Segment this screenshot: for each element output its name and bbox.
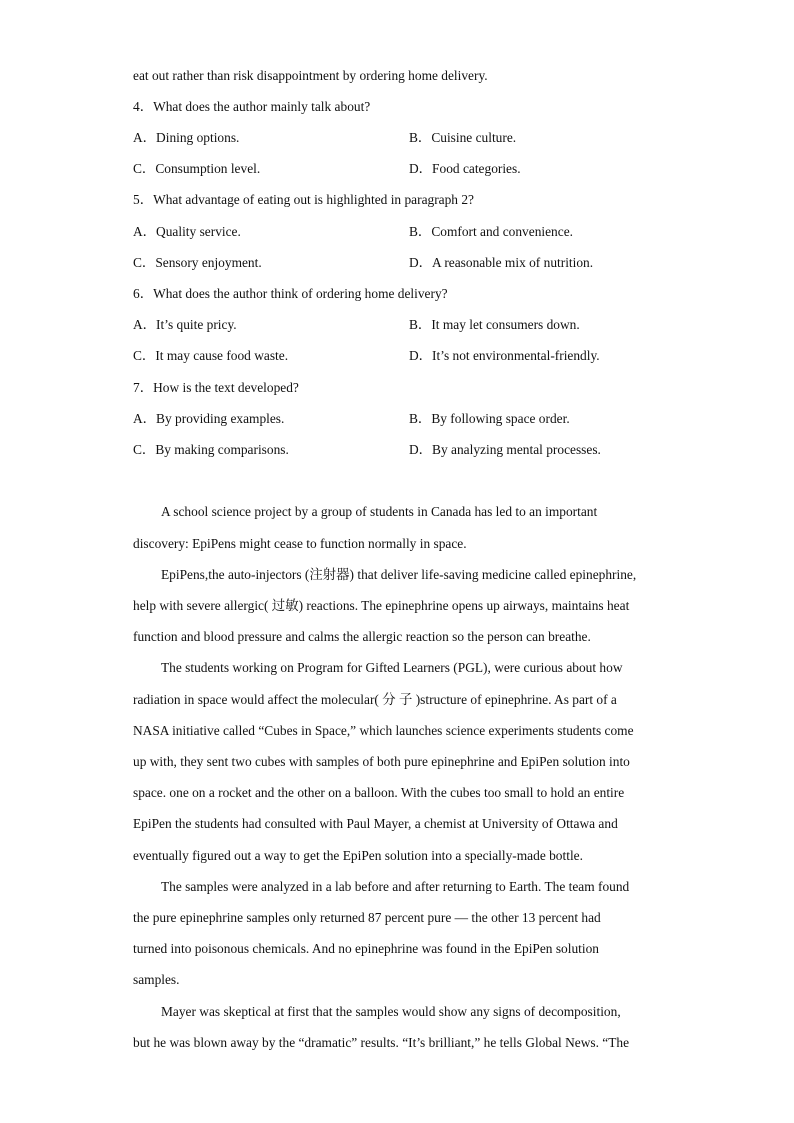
option-c: C．Consumption level. [133,161,261,176]
question-5: 5．What advantage of eating out is highlighted in paragraph 2? [133,192,474,207]
option-b: B．It may let consumers down. [409,317,580,332]
question-7: 7．How is the text developed? [133,380,299,395]
option-d: D．A reasonable mix of nutrition. [409,255,594,270]
option-d: D．It’s not environmental-friendly. [409,348,600,363]
passage-line: The samples were analyzed in a lab before and after returning to Earth. The team found [161,879,630,894]
option-a: A．It’s quite pricy. [133,317,237,332]
passage-line: but he was blown away by the “dramatic” results. “It’s brilliant,” he tells Global News. “The [133,1035,630,1050]
question-6: 6．What does the author think of ordering home delivery? [133,286,448,301]
passage-line: space. one on a rocket and the other on a balloon. With the cubes too small to hold an entire [133,785,625,800]
option-c: C．It may cause food waste. [133,348,289,363]
option-a: A．Quality service. [133,224,241,239]
passage-line: discovery: EpiPens might cease to function normally in space. [133,536,467,551]
option-c: C．Sensory enjoyment. [133,255,262,270]
option-b: B．By following space order. [409,411,570,426]
passage-line: EpiPens,the auto-injectors (注射器) that deliver life-saving medicine called epinephrine, [161,567,637,582]
passage-line: up with, they sent two cubes with samples of both pure epinephrine and EpiPen solution into [133,754,630,769]
passage-line: The students working on Program for Gifted Learners (PGL), were curious about how [161,660,623,675]
passage-line: EpiPen the students had consulted with Paul Mayer, a chemist at University of Ottawa and [133,816,618,831]
passage-line: function and blood pressure and calms the allergic reaction so the person can breathe. [133,629,591,644]
passage-line: eventually figured out a way to get the EpiPen solution into a specially-made bottle. [133,848,583,863]
question-4: 4．What does the author mainly talk about? [133,99,371,114]
option-c: C．By making comparisons. [133,442,289,457]
passage-line: Mayer was skeptical at first that the samples would show any signs of decomposition, [161,1004,621,1019]
option-a: A．By providing examples. [133,411,285,426]
text-line: eat out rather than risk disappointment by ordering home delivery. [133,68,488,83]
passage-line: help with severe allergic( 过敏) reactions. The epinephrine opens up airways, maintains heat [133,598,630,613]
passage-line: the pure epinephrine samples only returned 87 percent pure — the other 13 percent had [133,910,601,925]
option-a: A．Dining options. [133,130,240,145]
option-d: D．By analyzing mental processes. [409,442,601,457]
passage-line: turned into poisonous chemicals. And no epinephrine was found in the EpiPen solution [133,941,600,956]
option-b: B．Cuisine culture. [409,130,517,145]
passage-line: radiation in space would affect the molecular( 分 子 )structure of epinephrine. As part of a [133,692,617,707]
option-d: D．Food categories. [409,161,521,176]
passage-line: A school science project by a group of students in Canada has led to an important [161,504,598,519]
passage-line: NASA initiative called “Cubes in Space,” which launches science experiments students come [133,723,634,738]
option-b: B．Comfort and convenience. [409,224,573,239]
passage-line: samples. [133,972,180,987]
